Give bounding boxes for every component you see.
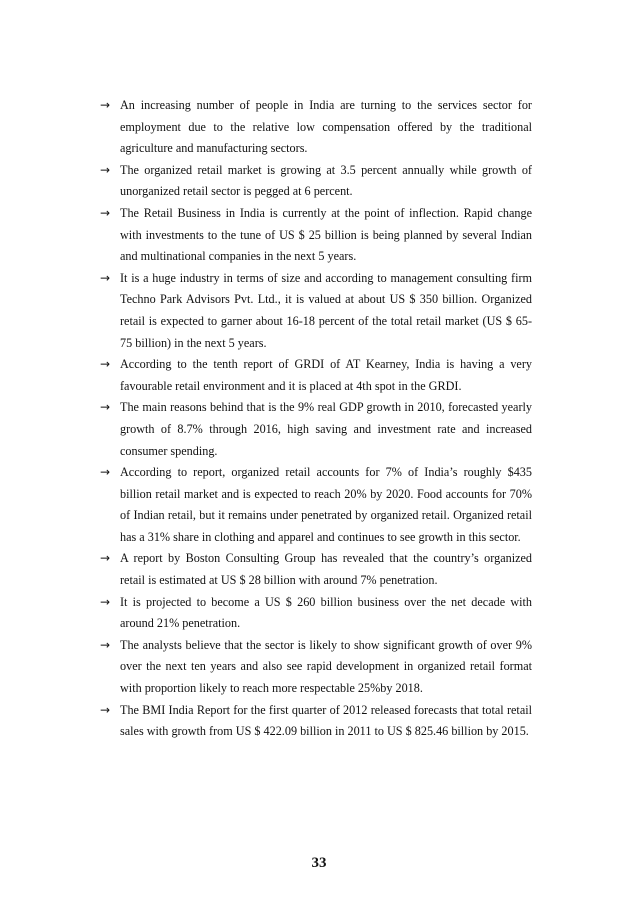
bullet-text: The analysts believe that the sector is likely to show significant growth of over 9% over the next ten years and also see rapid development in organized retail format with proportion likely to reach more respectable 25%by 2018. — [120, 637, 532, 696]
right-arrow-icon: → — [100, 357, 111, 372]
list-item — [100, 354, 532, 397]
right-arrow-icon: → — [100, 270, 111, 285]
right-arrow-icon: → — [100, 551, 111, 566]
list-item — [100, 95, 532, 160]
right-arrow-icon: → — [100, 162, 111, 177]
list-item — [100, 203, 532, 268]
bullet-text: It is a huge industry in terms of size and according to management consulting firm Techno Park Advisors Pvt. Ltd., it is valued at about US $ 350 billion. Organized retail is expected to garner about 16-18 percent of the total retail market (US $ 65-75 billion) in the next 5 years. — [120, 270, 532, 350]
list-item — [100, 548, 532, 591]
list-item — [100, 635, 532, 700]
right-arrow-icon: → — [100, 637, 111, 652]
right-arrow-icon: → — [100, 98, 111, 112]
bullet-text: It is projected to become a US $ 260 billion business over the net decade with around 21% penetration. — [120, 594, 532, 631]
list-item — [100, 160, 532, 203]
bullet-text: The organized retail market is growing at 3.5 percent annually while growth of unorganized retail sector is pegged at 6 percent. — [120, 162, 532, 199]
bullet-list — [100, 95, 532, 743]
bullet-text: The main reasons behind that is the 9% real GDP growth in 2010, forecasted yearly growth of 8.7% through 2016, high saving and investment rate and increased consumer spending. — [120, 400, 532, 458]
list-item — [100, 268, 532, 354]
right-arrow-icon: → — [100, 400, 111, 415]
list-item — [100, 700, 532, 743]
list-item — [100, 592, 532, 635]
right-arrow-icon: → — [100, 205, 111, 220]
right-arrow-icon: → — [100, 465, 111, 480]
bullet-text: According to report, organized retail accounts for 7% of India’s roughly $435 billion retail market and is expected to reach 20% by 2020. Food accounts for 70% of Indian retail, but it remains under penetrated by organized retail. Organized retail has a 31% share in clothing and apparel and continues to see growth in this sector. — [120, 465, 532, 544]
list-item — [100, 397, 532, 462]
bullet-text: A report by Boston Consulting Group has revealed that the country’s organized retail is estimated at US $ 28 billion with around 7% penetration. — [120, 551, 532, 588]
page-number: 33 — [311, 855, 327, 871]
bullet-text: The Retail Business in India is currently at the point of inflection. Rapid change with investments to the tune of US $ 25 billion is being planned by several Indian and multinational companies in the next 5 years. — [120, 205, 532, 264]
bullet-text: According to the tenth report of GRDI of AT Kearney, India is having a very favourable retail environment and it is placed at 4th spot in the GRDI. — [120, 357, 532, 393]
right-arrow-icon: → — [100, 702, 111, 717]
right-arrow-icon: → — [100, 594, 111, 609]
bullet-text: An increasing number of people in India are turning to the services sector for employment due to the relative low compensation offered by the traditional agriculture and manufacturing sectors. — [120, 98, 532, 156]
bullet-text: The BMI India Report for the first quarter of 2012 released forecasts that total retail sales with growth from US $ 422.09 billion in 2011 to US $ 825.46 billion by 2015. — [120, 702, 532, 739]
list-item — [100, 462, 532, 548]
